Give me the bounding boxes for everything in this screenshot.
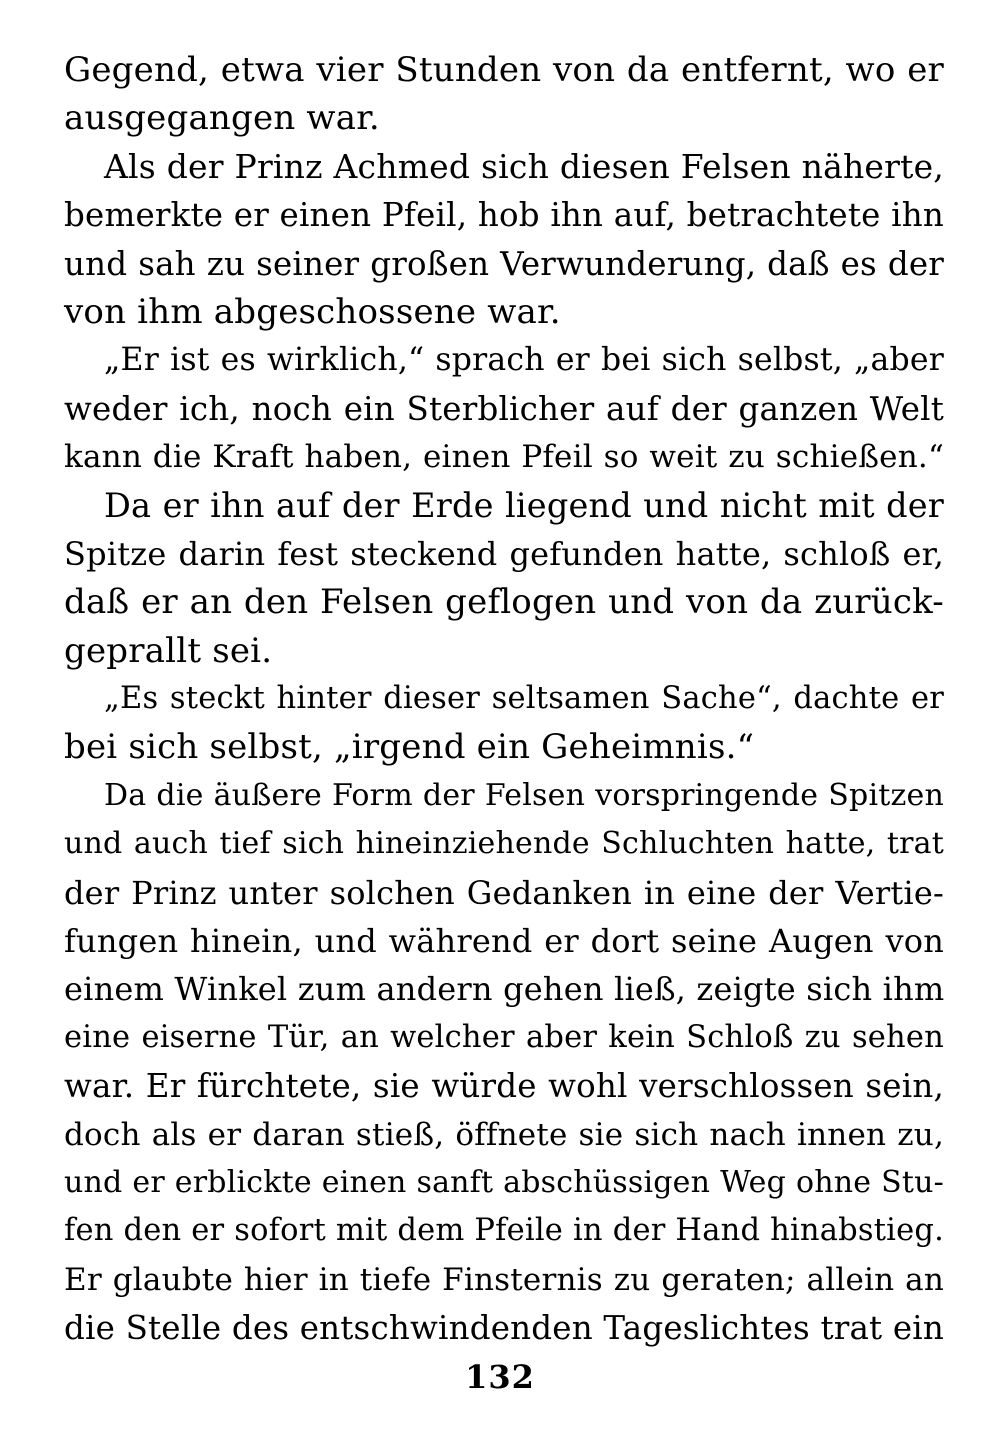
text-line: der Prinz unter solchen Gedanken in eine der Vertie- [64, 873, 944, 912]
text-line: Gegend, etwa vier Stunden von da entfernt, wo er [64, 50, 944, 90]
text-line: Er glaubte hier in tiefe Finsternis zu geraten; allein an [64, 1261, 944, 1298]
text-line: fen den er sofort mit dem Pfeile in der Hand hinabstieg. [64, 1213, 944, 1249]
text-line: geprallt sei. [64, 630, 273, 671]
text-line: Da die äußere Form der Felsen vorspringende Spitzen [104, 777, 944, 813]
text-line: ausgegangen war. [64, 98, 380, 139]
text-line: weder ich, noch ein Sterblicher auf der ganzen Welt [64, 389, 944, 428]
text-line: kann die Kraft haben, einen Pfeil so weit zu schießen.“ [64, 439, 944, 476]
text-line: Als der Prinz Achmed sich diesen Felsen näherte, [104, 146, 944, 186]
text-line: doch als er daran stieß, öffnete sie sich nach innen zu, [64, 1116, 944, 1153]
page-number: 132 [465, 1358, 535, 1396]
text-line: und auch tief sich hineinziehende Schluchten hatte, trat [64, 826, 944, 862]
text-line: einem Winkel zum andern gehen ließ, zeigte sich ihm [64, 970, 945, 1009]
text-line: bei sich selbst, „irgend ein Geheimnis.“ [64, 727, 755, 768]
text-line: eine eiserne Tür, an welcher aber kein Schloß zu sehen [64, 1019, 944, 1055]
text-line: daß er an den Felsen geflogen und von da zurück- [64, 582, 944, 623]
text-line: war. Er fürchtete, sie würde wohl verschlossen sein, [64, 1067, 944, 1106]
text-line: und sah zu seiner großen Verwunderung, daß es der [64, 244, 944, 283]
text-line: Da er ihn auf der Erde liegend und nicht mit der [104, 485, 944, 525]
text-line: die Stelle des entschwindenden Tageslichtes trat ein [64, 1309, 944, 1348]
page-body-text [64, 46, 944, 1353]
text-line: von ihm abgeschossene war. [64, 291, 561, 332]
text-line: „Er ist es wirklich,“ sprach er bei sich selbst, „aber [104, 342, 944, 379]
text-line: fungen hinein, und während er dort seine Augen von [64, 922, 944, 961]
text-line: „Es steckt hinter dieser seltsamen Sache“, dachte er [104, 681, 944, 717]
text-line: Spitze darin fest steckend gefunden hatte, schloß er, [64, 534, 944, 573]
text-line: und er erblickte einen sanft abschüssigen Weg ohne Stu- [64, 1164, 944, 1200]
text-line: bemerkte er einen Pfeil, hob ihn auf, betrachtete ihn [64, 196, 944, 235]
